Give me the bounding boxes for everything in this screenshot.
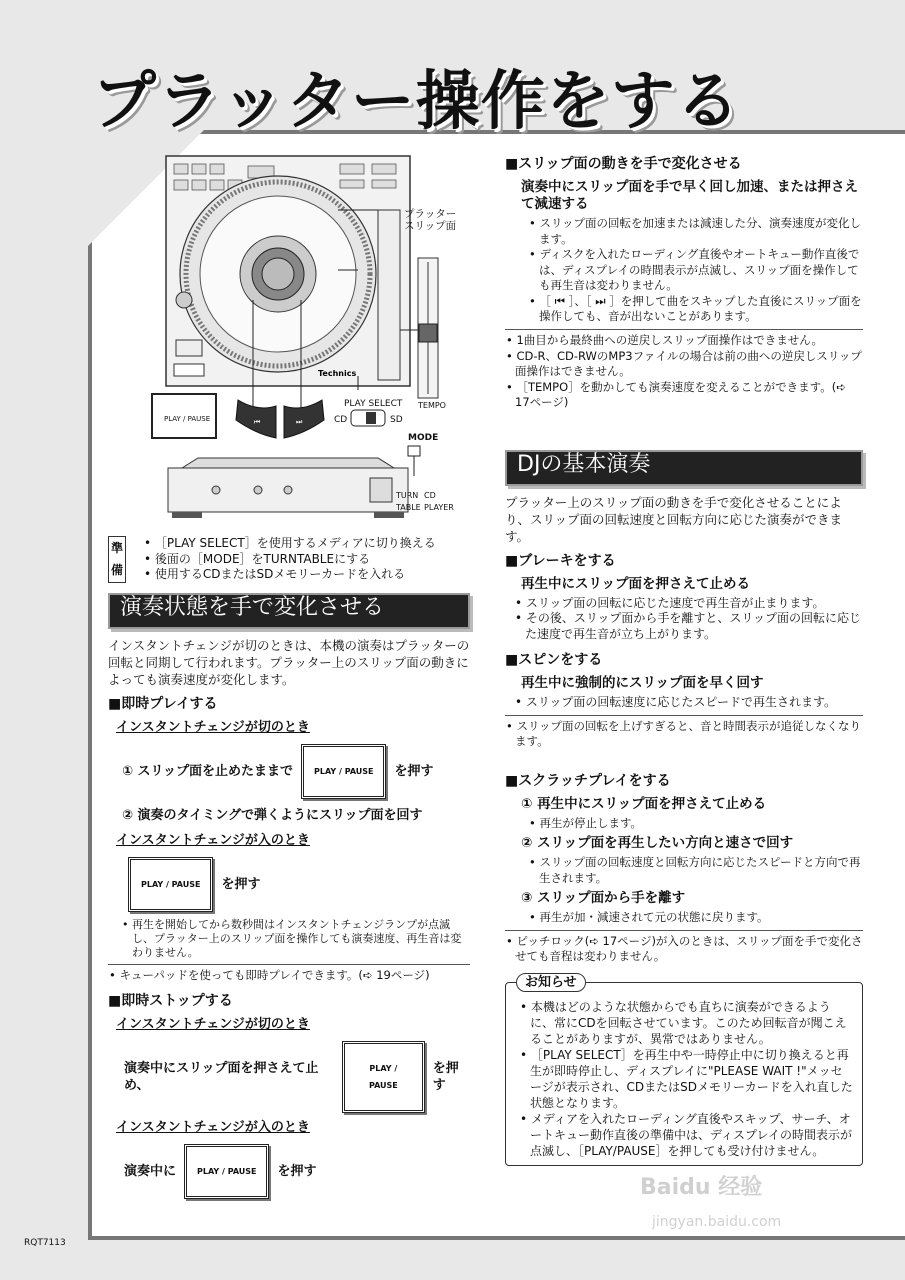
- stop-off-row: 演奏中にスリップ面を押さえて止め、 PLAY / PAUSE を押す: [124, 1041, 470, 1113]
- spin-subhead: 再生中に強制的にスリップ面を早く回す: [521, 675, 764, 691]
- notice-bullet: • ［PLAY SELECT］を再生中や一時停止中に切り換えると再生が即時停止し、ディスプレイに"PLEASE WAIT !"メッセージが表示され、CDまたはSDメモリーカードを入れ直した状態となります。: [520, 1047, 853, 1110]
- document-code: RQT7113: [24, 1238, 66, 1248]
- stop-off-heading: インスタントチェンジが切のとき: [116, 1016, 310, 1032]
- scratch-step-note: • 再生が加・減速されて元の状態に戻ります。: [529, 910, 769, 924]
- prep-items: [134, 536, 436, 583]
- instant-play-bullet: • 再生を開始してから数秒間はインスタントチェンジランプが点滅し、プラッター上のスリップ面を操作しても演奏速度、再生音は変わりません。: [122, 917, 462, 959]
- watermark-url: jingyan.baidu.com: [652, 1214, 782, 1230]
- instant-change-on-heading: インスタントチェンジが入のとき: [116, 832, 310, 848]
- play-pause-button[interactable]: PLAY / PAUSE: [342, 1041, 425, 1113]
- section-heading-manual-change: 演奏状態を手で変化させる: [108, 593, 470, 629]
- turntable-label: TURN TABLE: [396, 491, 421, 512]
- instant-stop-heading: ■即時ストップする: [108, 992, 233, 1009]
- page-title: プラッター操作をする: [92, 65, 741, 139]
- left-column: [108, 150, 470, 1205]
- preparation-box: [108, 536, 470, 583]
- notice-title: お知らせ: [516, 973, 586, 992]
- stop-on-row: 演奏中に PLAY / PAUSE を押す: [124, 1144, 470, 1199]
- play-select-label: PLAY SELECT: [344, 399, 403, 409]
- notice-box: [505, 974, 863, 1166]
- sd-label: SD: [390, 415, 403, 425]
- cd-player-label: CD PLAYER: [424, 491, 454, 512]
- divider: [505, 930, 863, 931]
- step-2: ② 演奏のタイミングで弾くようにスリップ面を回す: [122, 807, 423, 823]
- device-diagram: [108, 150, 470, 530]
- prep-item: • ［PLAY SELECT］を使用するメディアに切り換える: [144, 536, 436, 550]
- brake-bullet: • スリップ面の回転に応じた速度で再生音が止まります。: [515, 595, 825, 610]
- stop-on-heading: インスタントチェンジが入のとき: [116, 1119, 310, 1135]
- scratch-step: ① 再生中にスリップ面を押さえて止める: [521, 795, 767, 812]
- scratch-step-note: • スリップ面の回転速度と回転方向に応じたスピードと方向で再生されます。: [529, 855, 861, 885]
- spin-heading: ■スピンをする: [505, 652, 603, 668]
- slip-bullet: • スリップ面の回転を加速または減速した分、演奏速度が変化します。: [529, 216, 861, 246]
- slip-note: • CD-R、CD-RWのMP3ファイルの場合は前の曲への逆戻しスリップ面操作はできません。: [506, 348, 862, 378]
- brand-logo: Technics: [318, 369, 357, 378]
- divider: [108, 964, 470, 965]
- scratch-step: ③ スリップ面から手を離す: [521, 890, 686, 906]
- slip-subhead: 演奏中にスリップ面を手で早く回し加速、または押さえて減速する: [521, 179, 858, 212]
- notice-bullet: • 本機はどのような状態からでも直ちに演奏ができるように、常にCDを回転させています。このため回転音が聞こえることがありますが、異常ではありません。: [520, 999, 847, 1046]
- slip-heading: ■スリップ面の動きを手で変化させる: [505, 156, 742, 172]
- svg-text:⏮: ⏮: [254, 418, 261, 426]
- prep-item: • 使用するCDまたはSDメモリーカードを入れる: [144, 567, 406, 581]
- brake-heading: ■ブレーキをする: [505, 552, 616, 569]
- slip-note: • ［TEMPO］を動かしても演奏速度を変えることができます。(➪ 17ページ): [506, 379, 846, 409]
- spin-bullet: • スリップ面の回転速度に応じたスピードで再生されます。: [515, 695, 836, 709]
- watermark-logo: Baidu 经验: [640, 1175, 763, 1200]
- slip-bullet: • ディスクを入れたローディング直後やオートキュー動作直後では、ディスプレイの時間表示が点滅し、スリップ面を操作しても再生音は変わりません。: [529, 247, 860, 292]
- instant-play-heading: ■即時プレイする: [108, 695, 218, 712]
- play-pause-label: PLAY / PAUSE: [164, 415, 211, 423]
- dj-intro: プラッター上のスリップ面の動きを手で変化させることにより、スリップ面の回転速度と回転方向に応じた演奏ができます。: [505, 494, 843, 544]
- prep-item: • 後面の［MODE］をTURNTABLEにする: [144, 551, 371, 566]
- turntable-illustration: [108, 150, 470, 530]
- divider: [505, 329, 863, 330]
- notice-bullet: • メディアを入れたローディング直後やスキップ、サーチ、オートキュー動作直後の準備中は、ディスプレイの時間表示が点滅し、［PLAY/PAUSE］を押しても受け付けません。: [520, 1111, 852, 1158]
- scratch-step-note: • 再生が停止します。: [529, 815, 643, 830]
- step-1-row: ① スリップ面を止めたままで PLAY / PAUSE を押す: [122, 744, 470, 799]
- scratch-note: • ピッチロック(➪ 17ページ)が入のときは、スリップ面を手で変化させても音程は変わりません。: [506, 933, 863, 963]
- scratch-heading: ■スクラッチプレイをする: [505, 772, 671, 789]
- svg-text:⏭: ⏭: [296, 418, 303, 426]
- cd-label: CD: [334, 415, 348, 425]
- instant-change-off-heading: インスタントチェンジが切のとき: [116, 719, 310, 735]
- instant-play-note: • キューパッドを使っても即時プレイできます。(➪ 19ページ): [109, 967, 430, 982]
- intro-paragraph: インスタントチェンジが切のときは、本機の演奏はプラッターの回転と同期して行われます。プラッター上のスリップ面の動きによっても演奏速度が変化します。: [108, 637, 470, 687]
- brake-bullet: • その後、スリップ面から手を離すと、スリップ面の回転に応じた速度で再生音が立ち上がります。: [515, 611, 861, 641]
- mode-label: MODE: [408, 433, 439, 443]
- platter-label: プラッター スリップ面: [404, 208, 457, 232]
- brake-subhead: 再生中にスリップ面を押さえて止める: [521, 575, 750, 592]
- play-pause-button[interactable]: PLAY / PAUSE: [301, 744, 386, 799]
- slip-bullet: • ［ ⏮ ］、［ ⏭ ］を押して曲をスキップした直後にスリップ面を操作しても、音が出ないことがあります。: [529, 293, 862, 323]
- scratch-step: ② スリップ面を再生したい方向と速さで回す: [521, 835, 794, 851]
- divider: [505, 715, 863, 716]
- play-pause-button[interactable]: PLAY / PAUSE: [128, 857, 213, 912]
- section-heading-dj: DJの基本演奏: [505, 450, 863, 486]
- play-pause-button[interactable]: PLAY / PAUSE: [184, 1144, 269, 1199]
- right-column: [505, 150, 863, 1166]
- tempo-label: TEMPO: [418, 401, 446, 410]
- spin-note: • スリップ面の回転を上げすぎると、音と時間表示が追従しなくなります。: [506, 718, 861, 748]
- on-row: PLAY / PAUSE を押す: [128, 857, 470, 912]
- prep-tag: 準 備: [108, 536, 126, 583]
- slip-note: • 1曲目から最終曲への逆戻しスリップ面操作はできません。: [506, 332, 823, 347]
